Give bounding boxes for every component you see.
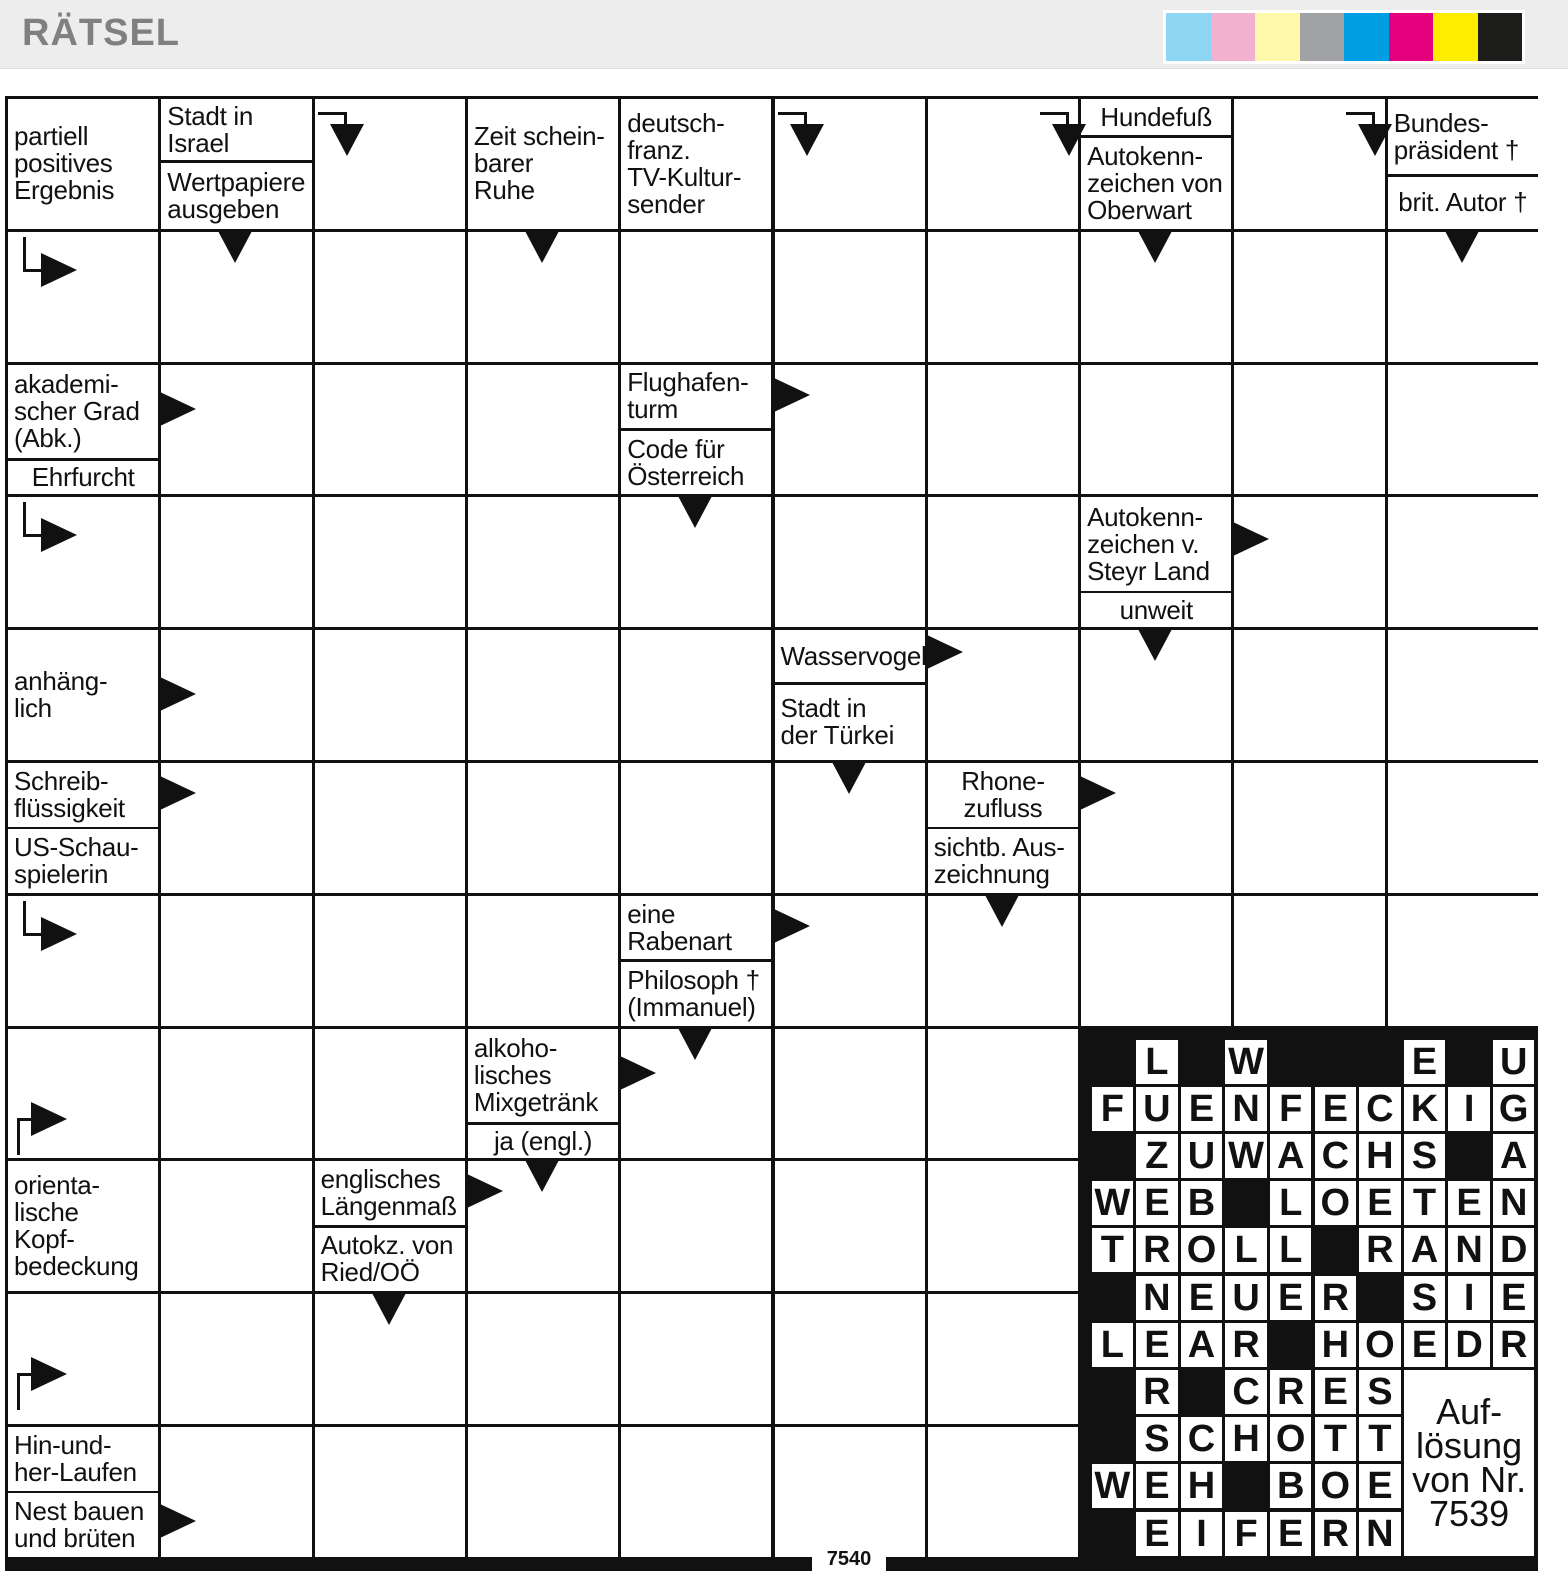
clue-box: eine Rabenart xyxy=(621,896,771,960)
arrow-right-icon xyxy=(31,1357,67,1391)
solution-letter: E xyxy=(1181,1087,1223,1131)
clue-box: Autokenn- zeichen v. Steyr Land xyxy=(1081,497,1231,590)
solution-letter: H xyxy=(1315,1323,1357,1367)
solution-letter: T xyxy=(1315,1417,1357,1461)
solution-letter: L xyxy=(1225,1228,1267,1272)
page-title: RÄTSEL xyxy=(22,12,180,54)
arrow-right-icon xyxy=(160,392,196,426)
answer-cell[interactable] xyxy=(468,1294,618,1424)
answer-cell[interactable] xyxy=(775,1161,925,1291)
solution-letter: B xyxy=(1181,1181,1223,1225)
answer-cell[interactable] xyxy=(315,1029,465,1159)
solution-letter: R xyxy=(1315,1276,1357,1320)
solution-letter: A xyxy=(1181,1323,1223,1367)
answer-cell[interactable] xyxy=(928,1294,1078,1424)
solution-letter: H xyxy=(1359,1134,1401,1178)
clue-box: Flughafen- turm xyxy=(621,365,771,429)
answer-cell[interactable] xyxy=(1234,365,1384,495)
solution-letter: E xyxy=(1270,1512,1312,1556)
arrow-right-icon xyxy=(467,1174,503,1208)
clue-box: partiell positives Ergebnis xyxy=(8,99,158,229)
arrow-right-icon xyxy=(31,1102,67,1136)
solution-letter: N xyxy=(1359,1512,1401,1556)
arrow-down-icon xyxy=(678,496,712,528)
clue-box: Wertpapiere ausgeben xyxy=(161,163,311,229)
answer-cell[interactable] xyxy=(161,365,311,495)
clue-box: Wasservogel xyxy=(775,630,925,682)
answer-cell[interactable] xyxy=(1388,630,1538,760)
answer-cell[interactable] xyxy=(1234,763,1384,893)
solution-letter: R xyxy=(1359,1228,1401,1272)
answer-cell[interactable] xyxy=(1388,365,1538,495)
arrow-right-icon xyxy=(160,776,196,810)
solution-letter: E xyxy=(1448,1181,1490,1225)
solution-letter: N xyxy=(1448,1228,1490,1272)
arrow-down-icon xyxy=(678,1028,712,1060)
solution-letter: E xyxy=(1181,1276,1223,1320)
solution-letter: C xyxy=(1225,1370,1267,1414)
solution-letter: E xyxy=(1270,1276,1312,1320)
solution-letter: F xyxy=(1092,1087,1134,1131)
arrow-right-icon xyxy=(927,635,963,669)
arrow-right-icon xyxy=(774,378,810,412)
solution-letter: I xyxy=(1181,1512,1223,1556)
clue-box: deutsch- franz. TV-Kultur- sender xyxy=(621,99,771,229)
arrow-down-icon xyxy=(985,895,1019,927)
solution-letter: N xyxy=(1136,1276,1178,1320)
solution-letter: I xyxy=(1448,1087,1490,1131)
solution-letter: E xyxy=(1359,1464,1401,1508)
clue-box: sichtb. Aus- zeichnung xyxy=(928,829,1078,893)
clue-box: Zeit schein- barer Ruhe xyxy=(468,99,618,229)
answer-cell[interactable] xyxy=(1081,365,1231,495)
color-swatch xyxy=(1433,13,1478,61)
clue-box: Hundefuß xyxy=(1081,99,1231,135)
solution-letter: I xyxy=(1448,1276,1490,1320)
arrow-right-icon xyxy=(41,518,77,552)
arrow-down-icon xyxy=(832,762,866,794)
clue-box: anhäng- lich xyxy=(8,630,158,760)
answer-cell[interactable] xyxy=(161,1029,311,1159)
answer-cell[interactable] xyxy=(621,232,771,362)
arrow-right-icon xyxy=(774,909,810,943)
solution-letter: E xyxy=(1315,1370,1357,1414)
answer-cell[interactable] xyxy=(928,1427,1078,1557)
answer-cell[interactable] xyxy=(775,1427,925,1557)
clue-box: akademi- scher Grad (Abk.) xyxy=(8,365,158,458)
solution-letter: E xyxy=(1404,1040,1446,1084)
solution-letter: B xyxy=(1270,1464,1312,1508)
clue-box: Stadt in der Türkei xyxy=(775,685,925,760)
clue-box: Ehrfurcht xyxy=(8,461,158,495)
clue-box: Stadt in Israel xyxy=(161,99,311,160)
answer-cell[interactable] xyxy=(315,1427,465,1557)
answer-cell[interactable] xyxy=(621,763,771,893)
answer-cell[interactable] xyxy=(1388,497,1538,627)
color-swatch xyxy=(1389,13,1434,61)
arrow-down-icon xyxy=(218,231,252,263)
solution-letter: U xyxy=(1181,1134,1223,1178)
color-swatch xyxy=(1344,13,1389,61)
answer-cell[interactable] xyxy=(468,497,618,627)
clue-box: Code für Österreich xyxy=(621,431,771,495)
arrow-down-icon xyxy=(330,124,364,156)
answer-cell[interactable] xyxy=(1234,896,1384,1026)
color-swatch xyxy=(1211,13,1256,61)
solution-letter: L xyxy=(1136,1040,1178,1084)
answer-cell[interactable] xyxy=(468,763,618,893)
answer-cell[interactable] xyxy=(1081,896,1231,1026)
clue-box: orienta- lische Kopf- bedeckung xyxy=(8,1161,158,1291)
solution-letter: W xyxy=(1225,1134,1267,1178)
solution-letter: E xyxy=(1136,1323,1178,1367)
clue-box: US-Schau- spielerin xyxy=(8,829,158,893)
solution-letter: Z xyxy=(1136,1134,1178,1178)
answer-cell[interactable] xyxy=(468,630,618,760)
solution-letter: E xyxy=(1359,1181,1401,1225)
answer-cell[interactable] xyxy=(621,1427,771,1557)
clue-box: Philosoph † (Immanuel) xyxy=(621,962,771,1026)
answer-cell[interactable] xyxy=(621,1294,771,1424)
solution-letter: S xyxy=(1359,1370,1401,1414)
solution-note: Auf- lösung von Nr. 7539 xyxy=(1404,1370,1535,1556)
solution-letter: T xyxy=(1092,1228,1134,1272)
solution-letter: E xyxy=(1404,1323,1446,1367)
arrow-down-icon xyxy=(525,231,559,263)
solution-letter: R xyxy=(1225,1323,1267,1367)
clue-box: Nest bauen und brüten xyxy=(8,1493,158,1557)
answer-cell[interactable] xyxy=(468,896,618,1026)
answer-cell[interactable] xyxy=(1388,896,1538,1026)
clue-box: Autokz. von Ried/OÖ xyxy=(315,1228,465,1292)
solution-letter: U xyxy=(1493,1040,1535,1084)
clue-box: ja (engl.) xyxy=(468,1125,618,1159)
solution-letter: W xyxy=(1225,1040,1267,1084)
clue-box: Autokenn- zeichen von Oberwart xyxy=(1081,138,1231,229)
solution-letter: O xyxy=(1359,1323,1401,1367)
solution-letter: A xyxy=(1493,1134,1535,1178)
solution-letter: U xyxy=(1225,1276,1267,1320)
answer-cell[interactable] xyxy=(1388,763,1538,893)
solution-letter: S xyxy=(1136,1417,1178,1461)
answer-cell[interactable] xyxy=(621,630,771,760)
arrow-right-icon xyxy=(620,1056,656,1090)
arrow-right-icon xyxy=(160,1504,196,1538)
solution-letter: R xyxy=(1136,1228,1178,1272)
solution-letter: L xyxy=(1270,1181,1312,1225)
solution-letter: C xyxy=(1359,1087,1401,1131)
answer-cell[interactable] xyxy=(928,1161,1078,1291)
solution-letter: E xyxy=(1315,1087,1357,1131)
solution-letter: D xyxy=(1448,1323,1490,1367)
clue-box: Hin-und- her-Laufen xyxy=(8,1427,158,1491)
answer-cell[interactable] xyxy=(621,1161,771,1291)
arrow-down-icon xyxy=(525,1160,559,1192)
solution-letter: A xyxy=(1270,1134,1312,1178)
color-swatch xyxy=(1166,13,1211,61)
solution-letter: U xyxy=(1136,1087,1178,1131)
answer-cell[interactable] xyxy=(928,1029,1078,1159)
answer-cell[interactable] xyxy=(928,232,1078,362)
answer-cell[interactable] xyxy=(468,1427,618,1557)
answer-cell[interactable] xyxy=(1234,232,1384,362)
color-calibration-bar xyxy=(1163,10,1525,64)
color-swatch xyxy=(1478,13,1523,61)
solution-letter: G xyxy=(1493,1087,1535,1131)
answer-cell[interactable] xyxy=(315,630,465,760)
answer-cell[interactable] xyxy=(1234,630,1384,760)
solution-letter: E xyxy=(1136,1512,1178,1556)
answer-cell[interactable] xyxy=(775,232,925,362)
arrow-down-icon xyxy=(1138,231,1172,263)
solution-letter: R xyxy=(1270,1370,1312,1414)
solution-letter: E xyxy=(1136,1181,1178,1225)
solution-letter: E xyxy=(1493,1276,1535,1320)
clue-box: englisches Längenmaß xyxy=(315,1161,465,1225)
solution-letter: C xyxy=(1181,1417,1223,1461)
solution-letter: S xyxy=(1404,1134,1446,1178)
answer-cell[interactable] xyxy=(775,497,925,627)
arrow-down-icon xyxy=(1138,629,1172,661)
solution-letter: R xyxy=(1136,1370,1178,1414)
clue-box: Schreib- flüssigkeit xyxy=(8,763,158,827)
solution-letter: O xyxy=(1181,1228,1223,1272)
solution-letter: H xyxy=(1225,1417,1267,1461)
solution-grid xyxy=(1080,1032,1538,1571)
answer-cell[interactable] xyxy=(161,1161,311,1291)
answer-cell[interactable] xyxy=(1234,497,1384,627)
solution-letter: A xyxy=(1404,1228,1446,1272)
solution-letter: N xyxy=(1225,1087,1267,1131)
solution-letter: O xyxy=(1315,1181,1357,1225)
solution-letter: W xyxy=(1092,1464,1134,1508)
answer-cell[interactable] xyxy=(928,365,1078,495)
solution-letter: H xyxy=(1181,1464,1223,1508)
color-swatch xyxy=(1255,13,1300,61)
arrow-down-icon xyxy=(1358,124,1392,156)
answer-cell[interactable] xyxy=(161,896,311,1026)
answer-cell[interactable] xyxy=(928,497,1078,627)
arrow-right-icon xyxy=(1233,522,1269,556)
answer-cell[interactable] xyxy=(315,232,465,362)
arrow-right-icon xyxy=(160,677,196,711)
arrow-right-icon xyxy=(41,917,77,951)
solution-letter: F xyxy=(1270,1087,1312,1131)
color-swatch xyxy=(1300,13,1345,61)
clue-box: unweit xyxy=(1081,593,1231,627)
solution-letter: L xyxy=(1092,1323,1134,1367)
solution-letter: E xyxy=(1136,1464,1178,1508)
arrow-right-icon xyxy=(41,253,77,287)
clue-box: Rhone- zufluss xyxy=(928,763,1078,827)
answer-cell[interactable] xyxy=(775,1294,925,1424)
solution-letter: R xyxy=(1315,1512,1357,1556)
answer-cell[interactable] xyxy=(315,763,465,893)
puzzle-number: 7540 xyxy=(812,1546,886,1572)
solution-letter: D xyxy=(1493,1228,1535,1272)
arrow-down-icon xyxy=(790,124,824,156)
answer-cell[interactable] xyxy=(468,365,618,495)
answer-cell[interactable] xyxy=(775,1029,925,1159)
solution-letter: O xyxy=(1315,1464,1357,1508)
page-header xyxy=(0,0,1568,69)
arrow-down-icon xyxy=(1445,231,1479,263)
clue-box: brit. Autor † xyxy=(1388,177,1538,229)
answer-cell[interactable] xyxy=(161,1294,311,1424)
answer-cell[interactable] xyxy=(315,896,465,1026)
solution-letter: T xyxy=(1404,1181,1446,1225)
solution-letter: N xyxy=(1493,1181,1535,1225)
solution-letter: K xyxy=(1404,1087,1446,1131)
arrow-down-icon xyxy=(372,1293,406,1325)
clue-box: alkoho- lisches Mixgetränk xyxy=(468,1029,618,1122)
answer-cell[interactable] xyxy=(161,497,311,627)
solution-letter: O xyxy=(1270,1417,1312,1461)
solution-letter: R xyxy=(1493,1323,1535,1367)
clue-box: Bundes- präsident † xyxy=(1388,99,1538,174)
solution-letter: S xyxy=(1404,1276,1446,1320)
solution-letter: C xyxy=(1315,1134,1357,1178)
solution-letter: T xyxy=(1359,1417,1401,1461)
answer-cell[interactable] xyxy=(315,365,465,495)
answer-cell[interactable] xyxy=(315,497,465,627)
arrow-right-icon xyxy=(1080,776,1116,810)
arrow-down-icon xyxy=(1052,124,1086,156)
solution-letter: W xyxy=(1092,1181,1134,1225)
solution-letter: F xyxy=(1225,1512,1267,1556)
solution-letter: L xyxy=(1270,1228,1312,1272)
